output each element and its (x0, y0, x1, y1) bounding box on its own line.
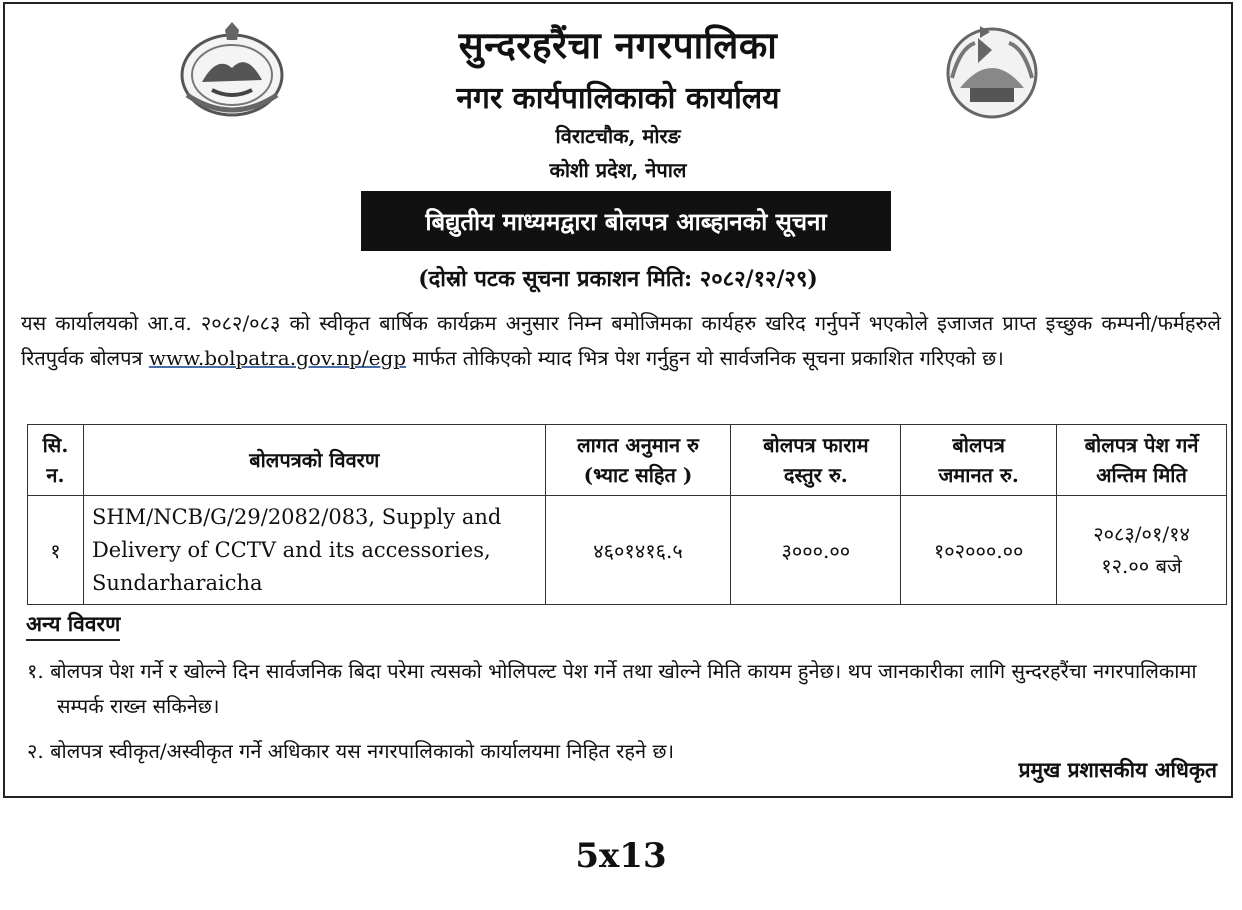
intro-text-before: यस कार्यालयको आ.व. २०८२/०८३ को स्वीकृत बार्षिक कार्यक्रम अनुसार निम्न बमोजिमका कार्यहरु खरिद गर्नुपर्ने भएकोले इजाजत प्राप्त इच्छुक कम्पनी/फर्महरुले रितपुर्वक बोलपत्र (21, 311, 1221, 370)
table-header-row (28, 425, 1227, 496)
table-row (28, 496, 1227, 605)
bolpatra-link[interactable]: www.bolpatra.gov.np/egp (148, 346, 407, 370)
municipality-logo-icon (940, 18, 1045, 123)
note-item-1: १. बोलपत्र पेश गर्ने र खोल्ने दिन सार्वजनिक बिदा परेमा त्यसको भोलिपल्ट पेश गर्ने तथा खोल्ने मिति कायम हुनेछ। थप जानकारीका लागि सुन्दरहरैंचा नगरपालिकामा सम्पर्क राख्न सकिनेछ। (27, 659, 1197, 718)
cell-submission-deadline: २०८३/०१/१४ १२.०० बजे (1057, 496, 1227, 605)
address-line-2: कोशी प्रदेश, नेपाल (549, 158, 687, 182)
cell-description: SHM/NCB/G/29/2082/083, Supply and Delivery of CCTV and its accessories, Sundarharaicha (83, 496, 545, 605)
ad-size-label: 5x13 (575, 836, 667, 876)
office-title: नगर कार्यपालिकाको कार्यालय (456, 81, 780, 116)
cell-form-fee: ३०००.०० (731, 496, 901, 605)
municipality-title: सुन्दरहरैंचा नगरपालिका (458, 23, 778, 67)
note-item-2: २. बोलपत्र स्वीकृत/अस्वीकृत गर्ने अधिकार यस नगरपालिकाको कार्यालयमा निहित रहने छ। (27, 739, 675, 763)
address-line-1: विराटचौक, मोरङ (555, 124, 681, 148)
header-serial-number: सि. न. (28, 425, 84, 496)
intro-text-after: मार्फत तोकिएको म्याद भित्र पेश गर्नुहुन यो सार्वजनिक सूचना प्रकाशित गरिएको छ। (412, 346, 1004, 370)
notice-frame (3, 2, 1233, 798)
header-description: बोलपत्रको विवरण (83, 425, 545, 496)
cell-bid-security: १०२०००.०० (901, 496, 1057, 605)
header-submission-deadline: बोलपत्र पेश गर्ने अन्तिम मिति (1057, 425, 1227, 496)
notice-banner: बिद्युतीय माध्यमद्वारा बोलपत्र आब्हानको सूचना (361, 191, 891, 251)
signature-title: प्रमुख प्रशासकीय अधिकृत (1018, 757, 1217, 782)
bid-table (27, 424, 1227, 605)
header-form-fee: बोलपत्र फाराम दस्तुर रु. (731, 425, 901, 496)
notice-header (5, 4, 1231, 294)
publication-date: (दोस्रो पटक सूचना प्रकाशन मिति: २०८२/१२/२९) (418, 266, 818, 292)
cell-cost-estimate: ४६०१४१६.५ (545, 496, 731, 605)
header-bid-security: बोलपत्र जमानत रु. (901, 425, 1057, 496)
cell-serial-number: १ (28, 496, 84, 605)
header-cost-estimate: लागत अनुमान रु (भ्याट सहित ) (545, 425, 731, 496)
other-details-heading: अन्य विवरण (26, 610, 120, 641)
intro-paragraph (21, 306, 1221, 376)
